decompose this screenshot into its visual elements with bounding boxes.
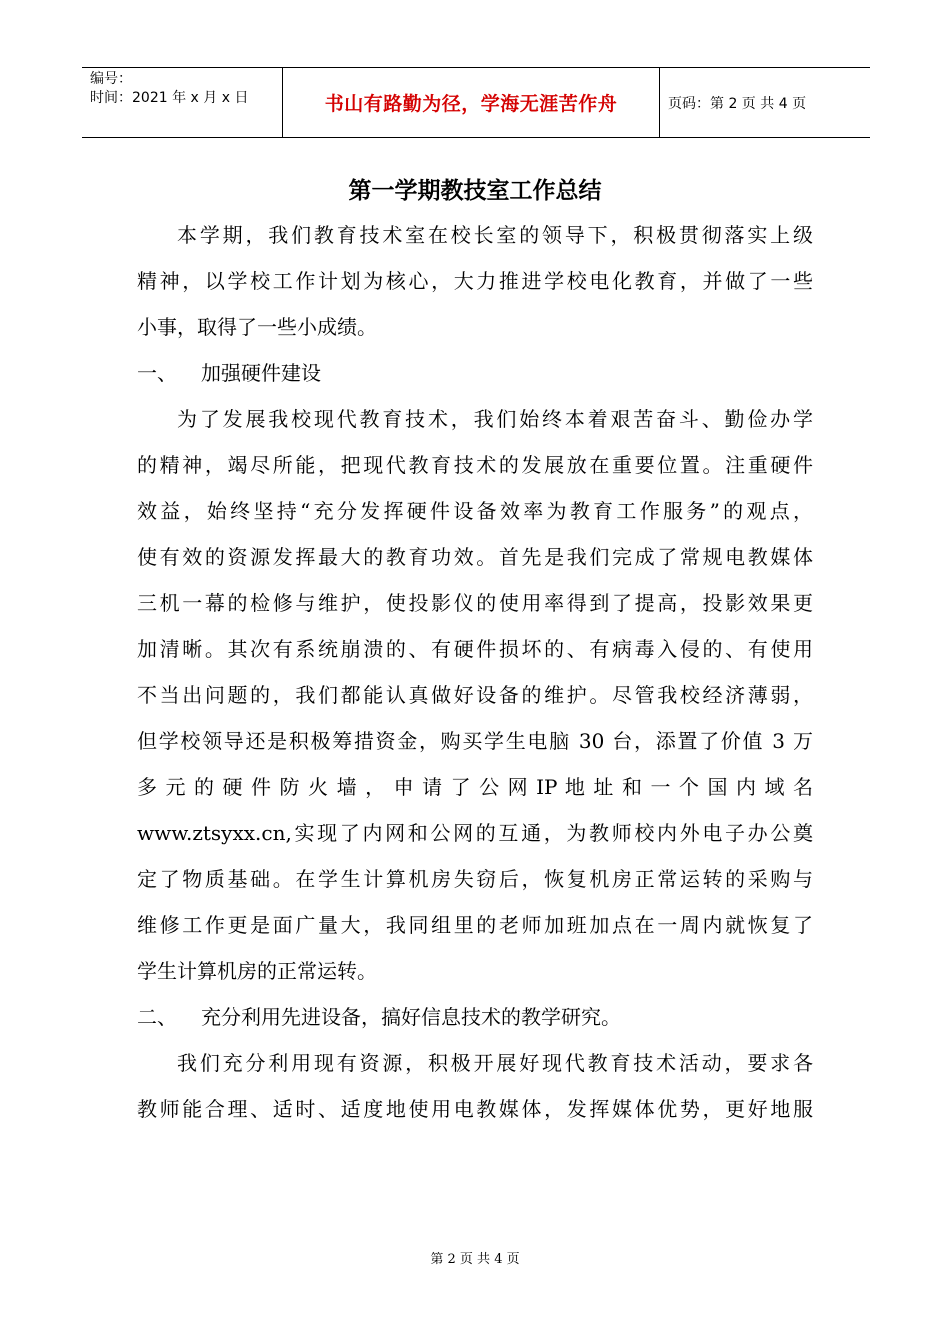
section-heading-2 <box>137 994 813 1040</box>
document-body <box>137 212 813 1132</box>
section-title: 充分利用先进设备，搞好信息技术的教学研究。 <box>201 1005 621 1029</box>
paragraph-line: www.ztsyxx.cn,实现了内网和公网的互通，为教师校内外电子办公奠 <box>137 821 813 845</box>
paragraph-line: 我们充分利用现有资源，积极开展好现代教育技术活动，要求各 <box>177 1051 813 1075</box>
paragraph-line: 加清晰。其次有系统崩溃的、有硬件损坏的、有病毒入侵的、有使用 <box>137 637 813 661</box>
section-title: 加强硬件建设 <box>201 361 321 385</box>
paragraph-line: 学生计算机房的正常运转。 <box>137 959 377 983</box>
paragraph-line: 定了物质基础。在学生计算机房失窃后，恢复机房正常运转的采购与 <box>137 867 813 891</box>
header-page-label: 页码：第 2 页 共 4 页 <box>668 95 807 112</box>
paragraph-line: 为了发展我校现代教育技术，我们始终本着艰苦奋斗、勤俭办学 <box>177 407 813 431</box>
paragraph-line: 教师能合理、适时、适度地使用电教媒体，发挥媒体优势，更好地服 <box>137 1097 813 1121</box>
paragraph-line: 的精神，竭尽所能，把现代教育技术的发展放在重要位置。注重硬件 <box>137 453 813 477</box>
time-label: 时间：2021 年 x 月 x 日 <box>90 90 249 106</box>
paragraph-line: 精神，以学校工作计划为核心，大力推进学校电化教育，并做了一些 <box>137 269 813 293</box>
paragraph-line: 但学校领导还是积极筹措资金，购买学生电脑 30 台，添置了价值 3 万 <box>137 729 813 753</box>
document-title: 第一学期教技室工作总结 <box>348 178 602 204</box>
paragraph-line: 小事，取得了一些小成绩。 <box>137 315 377 339</box>
header-info <box>82 68 282 137</box>
paragraph-line: 多 元 的 硬 件 防 火 墙 ， 申 请 了 公 网 IP 地 址 和 一 个 国 内 域 名 <box>137 775 813 799</box>
number-label: 编号： <box>90 71 132 87</box>
section-number: 二、 <box>137 1005 177 1029</box>
paragraph-line: 不当出问题的，我们都能认真做好设备的维护。尽管我校经济薄弱， <box>137 683 813 707</box>
header-page-cell <box>660 68 870 137</box>
paragraph-line: 使有效的资源发挥最大的教育功效。首先是我们完成了常规电教媒体 <box>137 545 813 569</box>
page-footer: 第 2 页 共 4 页 <box>430 1252 520 1267</box>
document-header <box>82 67 870 138</box>
paragraph-line: 三机一幕的检修与维护，使投影仪的使用率得到了提高，投影效果更 <box>137 591 813 615</box>
header-motto-cell <box>282 68 660 137</box>
paragraph-line: 维修工作更是面广量大，我同组里的老师加班加点在一周内就恢复了 <box>137 913 813 937</box>
paragraph-line: 效益，始终坚持“充分发挥硬件设备效率为教育工作服务”的观点， <box>137 499 813 523</box>
section-heading-1 <box>137 350 813 396</box>
section-number: 一、 <box>137 361 177 385</box>
header-motto: 书山有路勤为径，学海无涯苦作舟 <box>324 93 618 115</box>
paragraph-line: 本学期，我们教育技术室在校长室的领导下，积极贯彻落实上级 <box>177 223 813 247</box>
